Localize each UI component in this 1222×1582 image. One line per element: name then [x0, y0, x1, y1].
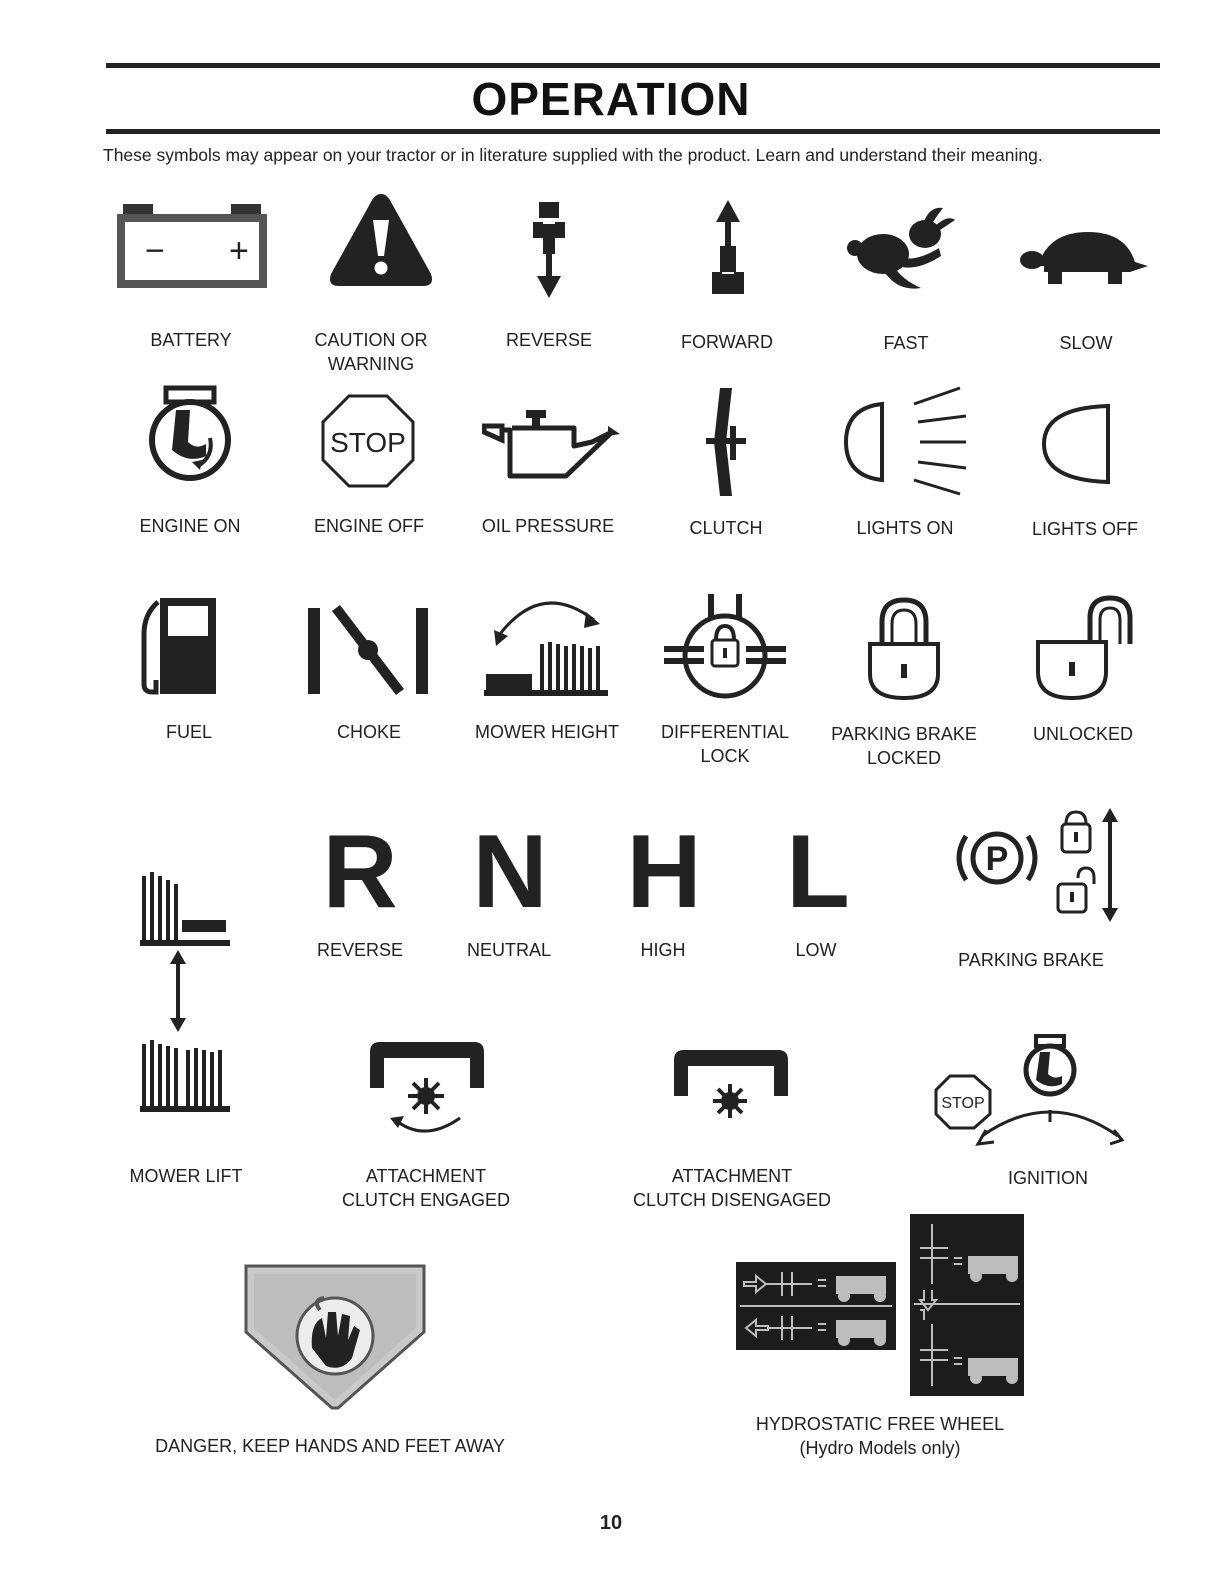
hydrostatic-decal-icon: [736, 1214, 1028, 1398]
padlock-unlocked-icon: [1034, 594, 1136, 704]
header-rule-bottom: [106, 129, 1160, 134]
rabbit-icon: [843, 204, 969, 300]
label-reverse-arrow: REVERSE: [505, 330, 593, 350]
label-mower-height: MOWER HEIGHT: [475, 722, 619, 742]
label-battery: BATTERY: [150, 330, 232, 350]
label-caution: CAUTION OR WARNING: [314, 330, 428, 374]
clutch-icon: [700, 386, 752, 498]
label-hydrostatic: HYDROSTATIC FREE WHEEL (Hydro Models only): [755, 1414, 1005, 1458]
label-reverse-gear: REVERSE: [316, 940, 404, 960]
label-oil-pressure: OIL PRESSURE: [481, 516, 615, 536]
label-parking-brake: PARKING BRAKE: [958, 950, 1104, 970]
choke-icon: [306, 604, 432, 696]
engine-on-icon: [140, 384, 240, 482]
label-danger: DANGER, KEEP HANDS AND FEET AWAY: [155, 1436, 505, 1456]
label-fuel: FUEL: [165, 722, 213, 742]
mower-height-icon: [482, 590, 614, 700]
header-rule-top: [106, 63, 1160, 68]
gear-n-glyph: N: [472, 814, 548, 930]
caution-icon: [325, 190, 437, 290]
label-forward: FORWARD: [681, 332, 773, 352]
ignition-stop-text: STOP: [941, 1095, 985, 1112]
label-parking-brake-locked: PARKING BRAKE LOCKED: [831, 724, 977, 768]
stop-sign-icon: [321, 394, 415, 488]
differential-lock-icon: [660, 592, 790, 702]
ignition-icon: [934, 1032, 1126, 1156]
parking-brake-icon: [948, 806, 1124, 926]
gear-r-glyph: R: [322, 814, 398, 930]
label-clutch: CLUTCH: [689, 518, 763, 538]
headlight-on-icon: [842, 384, 968, 498]
label-mower-lift: MOWER LIFT: [129, 1166, 243, 1186]
gear-h-glyph: H: [626, 814, 702, 930]
attachment-engaged-icon: [364, 1038, 490, 1140]
label-lights-on: LIGHTS ON: [856, 518, 954, 538]
battery-icon: [113, 200, 271, 292]
page-title: OPERATION: [471, 73, 751, 125]
forward-icon: [706, 198, 750, 302]
attachment-disengaged-icon: [668, 1046, 794, 1126]
danger-hand-icon: [242, 1262, 428, 1412]
label-attachment-engaged: ATTACHMENT CLUTCH ENGAGED: [341, 1166, 511, 1210]
label-high: HIGH: [640, 940, 686, 960]
headlight-off-icon: [1040, 402, 1114, 486]
parking-p-text: P: [985, 840, 1009, 878]
label-choke: CHOKE: [336, 722, 402, 742]
label-engine-on: ENGINE ON: [139, 516, 241, 536]
label-neutral: NEUTRAL: [466, 940, 552, 960]
fuel-pump-icon: [136, 594, 222, 698]
label-differential-lock: DIFFERENTIAL LOCK: [660, 722, 790, 766]
mower-lift-icon: [136, 866, 234, 1116]
label-lights-off: LIGHTS OFF: [1031, 519, 1139, 539]
gear-l-glyph: L: [786, 814, 850, 930]
label-ignition: IGNITION: [1008, 1168, 1088, 1188]
label-unlocked: UNLOCKED: [1032, 724, 1134, 744]
label-slow: SLOW: [1059, 333, 1113, 353]
label-engine-off: ENGINE OFF: [313, 516, 425, 536]
battery-minus-text: −: [145, 232, 165, 270]
label-fast: FAST: [883, 333, 929, 353]
padlock-locked-icon: [866, 594, 942, 704]
stop-sign-text: STOP: [330, 427, 406, 458]
intro-text: These symbols may appear on your tractor or in literature supplied with the product. Learn and understand their meaning.: [103, 145, 1043, 165]
label-low: LOW: [795, 940, 837, 960]
reverse-icon: [527, 200, 571, 300]
turtle-icon: [1018, 226, 1152, 292]
page-number: 10: [599, 1512, 623, 1534]
battery-plus-text: +: [229, 232, 249, 270]
label-attachment-disengaged: ATTACHMENT CLUTCH DISENGAGED: [632, 1166, 832, 1210]
oil-can-icon: [482, 406, 622, 482]
